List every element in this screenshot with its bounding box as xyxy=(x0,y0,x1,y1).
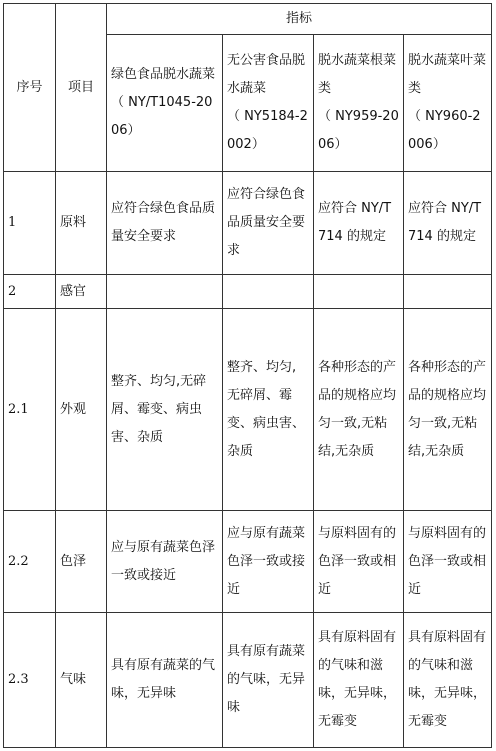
spec-table xyxy=(3,3,492,748)
row-cell: 具有原料固有的气味和滋味，无异味，无霉变 xyxy=(404,613,492,748)
header-col-name: 无公害食品脱水蔬菜 xyxy=(227,53,306,96)
row-cell: 各种形态的产品的规格应均匀一致,无粘结,无杂质 xyxy=(314,309,404,511)
header-col-standard: （ NY960-2006） xyxy=(408,109,481,152)
row-cell xyxy=(223,275,314,309)
header-col-name: 脱水蔬菜根菜类 xyxy=(318,53,397,96)
row-cell xyxy=(404,275,492,309)
header-col-leaf-veg xyxy=(404,35,492,172)
row-cell: 应与原有蔬菜色泽一致或接近 xyxy=(223,511,314,613)
row-cell: 应符合 NY/T714 的规定 xyxy=(314,172,404,275)
table-row xyxy=(4,275,492,309)
row-cell: 具有原有蔬菜的气味，无异味 xyxy=(107,613,223,748)
row-seq: 2 xyxy=(4,275,56,309)
row-seq: 2.1 xyxy=(4,309,56,511)
row-cell: 与原料固有的色泽一致或相近 xyxy=(404,511,492,613)
header-col-root-veg xyxy=(314,35,404,172)
header-col-standard: （ NY5184-2002） xyxy=(227,109,308,152)
row-cell: 应符合绿色食品质量安全要求 xyxy=(223,172,314,275)
row-item: 原料 xyxy=(56,172,107,275)
row-cell xyxy=(107,275,223,309)
header-seq: 序号 xyxy=(4,4,56,172)
row-seq: 2.2 xyxy=(4,511,56,613)
header-indicator: 指标 xyxy=(107,4,492,35)
table-row xyxy=(4,172,492,275)
row-cell: 具有原有蔬菜的气味，无异味 xyxy=(223,613,314,748)
table-row xyxy=(4,511,492,613)
table-row xyxy=(4,613,492,748)
header-col-green-food xyxy=(107,35,223,172)
row-cell: 应与原有蔬菜色泽一致或接近 xyxy=(107,511,223,613)
row-item: 气味 xyxy=(56,613,107,748)
header-col-standard: （ NY959-2006） xyxy=(318,109,399,152)
row-cell: 与原料固有的色泽一致或相近 xyxy=(314,511,404,613)
row-cell: 各种形态的产品的规格应均匀一致,无粘结,无杂质 xyxy=(404,309,492,511)
row-seq: 1 xyxy=(4,172,56,275)
row-cell xyxy=(314,275,404,309)
row-item: 色泽 xyxy=(56,511,107,613)
row-cell: 整齐、均匀,无碎屑、霉变、病虫害、杂质 xyxy=(223,309,314,511)
header-col-name: 脱水蔬菜叶菜类 xyxy=(408,53,487,96)
row-cell: 应符合 NY/T714 的规定 xyxy=(404,172,492,275)
row-item: 外观 xyxy=(56,309,107,511)
row-item: 感官 xyxy=(56,275,107,309)
header-col-standard: （ NY/T1045-2006） xyxy=(111,95,213,138)
header-col-pollution-free xyxy=(223,35,314,172)
row-seq: 2.3 xyxy=(4,613,56,748)
table-row xyxy=(4,309,492,511)
header-item: 项目 xyxy=(56,4,107,172)
row-cell: 整齐、均匀,无碎屑、霉变、病虫害、杂质 xyxy=(107,309,223,511)
header-col-name: 绿色食品脱水蔬菜 xyxy=(111,67,216,82)
row-cell: 具有原料固有的气味和滋味，无异味，无霉变 xyxy=(314,613,404,748)
row-cell: 应符合绿色食品质量安全要求 xyxy=(107,172,223,275)
header-row-group xyxy=(4,4,492,35)
